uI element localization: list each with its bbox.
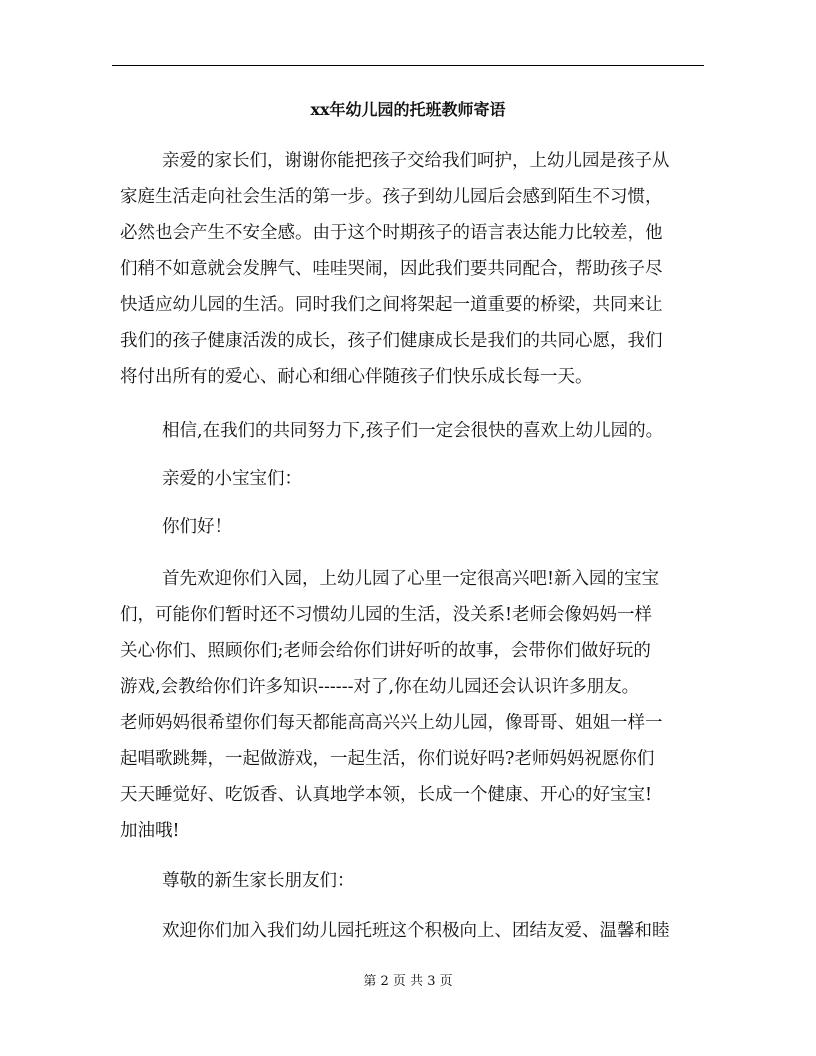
header-rule bbox=[112, 65, 704, 66]
body-line: 天天睡觉好、吃饭香、认真地学本领，长成一个健康、开心的好宝宝! bbox=[120, 785, 653, 805]
body-line: 欢迎你们加入我们幼儿园托班这个积极向上、团结友爱、温馨和睦 bbox=[162, 921, 670, 941]
body-line: 必然也会产生不安全感。由于这个时期孩子的语言表达能力比较差，他 bbox=[120, 223, 663, 243]
body-line: 们稍不如意就会发脾气、哇哇哭闹，因此我们要共同配合，帮助孩子尽 bbox=[120, 259, 663, 279]
document-title: xx年幼儿园的托班教师寄语 bbox=[310, 100, 506, 119]
page-footer: 第 2 页 共 3 页 bbox=[363, 974, 453, 989]
body-line: 关心你们、照顾你们;老师会给你们讲好听的故事，会带你们做好玩的 bbox=[120, 641, 651, 661]
body-line: 亲爱的家长们，谢谢你能把孩子交给我们呵护，上幼儿园是孩子从 bbox=[162, 151, 670, 171]
body-line: 将付出所有的爱心、耐心和细心伴随孩子们快乐成长每一天。 bbox=[120, 367, 593, 387]
body-line: 快适应幼儿园的生活。同时我们之间将架起一道重要的桥梁，共同来让 bbox=[120, 295, 663, 315]
body-line: 游戏,会教给你们许多知识------对了,你在幼儿园还会认识许多朋友。 bbox=[120, 677, 640, 697]
body-line: 加油哦! bbox=[120, 821, 180, 841]
body-line: 首先欢迎你们入园，上幼儿园了心里一定很高兴吧!新入园的宝宝 bbox=[162, 569, 660, 589]
greeting-line: 你们好！ bbox=[162, 517, 232, 537]
body-line: 家庭生活走向社会生活的第一步。孩子到幼儿园后会感到陌生不习惯， bbox=[120, 187, 663, 207]
body-line: 相信,在我们的共同努力下,孩子们一定会很快的喜欢上幼儿园的。 bbox=[162, 421, 664, 441]
salutation-children: 亲爱的小宝宝们： bbox=[162, 469, 302, 489]
body-line: 们，可能你们暂时还不习惯幼儿园的生活，没关系!老师会像妈妈一样 bbox=[120, 605, 653, 625]
body-line: 起唱歌跳舞，一起做游戏，一起生活，你们说好吗?老师妈妈祝愿你们 bbox=[120, 749, 655, 769]
body-line: 我们的孩子健康活泼的成长，孩子们健康成长是我们的共同心愿，我们 bbox=[120, 331, 663, 351]
salutation-parents: 尊敬的新生家长朋友们： bbox=[162, 871, 355, 891]
body-line: 老师妈妈很希望你们每天都能高高兴兴上幼儿园，像哥哥、姐姐一样一 bbox=[120, 713, 663, 733]
